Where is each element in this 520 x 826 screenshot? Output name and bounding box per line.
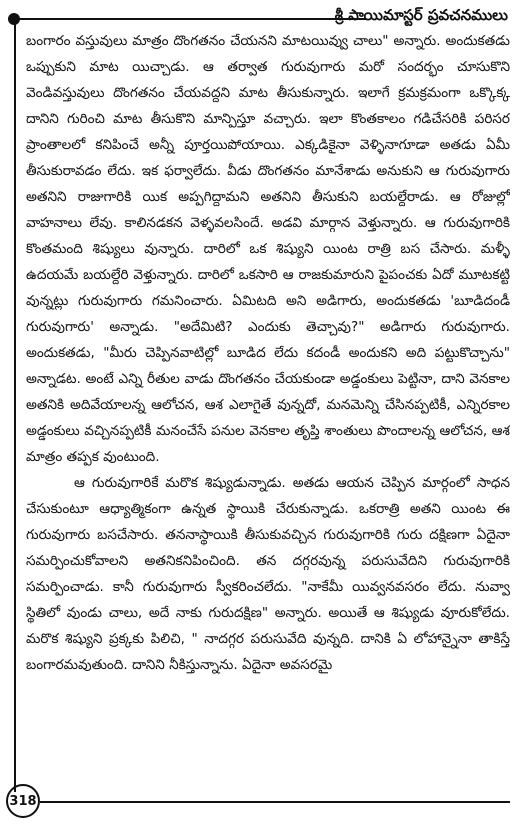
footer-rule [40, 801, 510, 803]
page-number: 318 [6, 784, 40, 818]
paragraph: ఆ గురువుగారికే మరొక శిష్యుడున్నాడు. అతడు ఆయన చెప్పిన మార్గంలో సాధన చేసుకుంటూ ఆధ్యాత్మికంగా ఉన్నత స్థాయికి చేరుకున్నాడు. ఒకరాత్రి అతని యింట ఈ గురువుగారు బసచేసారు. తననాస్థాయికి తీసుకువచ్చిన గురువుగారికి గురు దక్షిణగా ఏదైనా సమర్పించుకోవాలని అతనికనిపించింది. తన దగ్గరవున్న పరుసువేదిని గురువుగారికి సమర్పించాడు. కానీ గురువుగారు స్వీకరించలేదు. "నాకేమీ యివ్వనవసరం లేదు. నువ్వా స్థితిలో వుండు చాలు, అదే నాకు గురుదక్షిణ" అన్నారు. అయితే ఆ శిష్యుడు వూరుకోలేదు. మరొక శిష్యుని ప్రక్కకు పిలిచి, " నాదగ్గర పరుసువేది వున్నది. దానికి ఏ లోహాన్నైనా తాకిస్తే బంగారమవుతుంది. దానిని నీకిస్తున్నాను. ఏదైనా అవసరమై [26, 475, 510, 673]
header-rule [14, 18, 366, 20]
paragraph: బంగారం వస్తువులు మాత్రం దొంగతనం చేయనని మాటయివ్వు చాలు" అన్నారు. అందుకతడు ఒప్పుకుని మాట యిచ్చాడు. ఆ తర్వాత గురువుగారు మరో సందర్భం చూసుకొని వెండివస్తువులు దొంగతనం చేయవద్దని మాట తీసుకున్నారు. ఇలాగే క్రమక్రమంగా ఒక్కొక్క దానిని గురించి మాట తీసుకొని మాన్పిస్తూ వచ్చారు. ఇలా కొంతకాలం గడిచేసరికి పరిసర ప్రాంతాలలో కనిపించే అన్నీ పూర్తయిపోయాయి. ఎక్కడికైనా వెళ్ళినాగూడా అతడు ఏమీ తీసుకురావడం లేదు. ఇక ఫర్వాలేదు. వీడు దొంగతనం మానేశాడు అనుకుని ఆ గురువుగారు అతనిని రాజుగారికి యిక అప్పగిద్దామని అతనిని తీసుకుని బయల్దేరాడు. ఆ రోజుల్లో వాహనాలు లేవు. కాలినడకన వెళ్ళవలసిందే. అడవి మార్గాన వెళ్తున్నారు. ఆ గురువుగారికి కొంతమంది శిష్యులు వున్నారు. దారిలో ఒక శిష్యుని యింట రాత్రి బస చేసారు. మళ్ళీ ఉదయమే బయల్దేరి వెళ్తున్నారు. దారిలో ఒకసారి ఆ రాజకుమారుని పైపంచకు ఏదో మూటకట్టి వున్నట్లు గురువుగారు గమనించారు. ఏమిటది అని అడిగారు, అందుకతడు 'బూడిదండీ గురువుగారు' అన్నాడు. "అదేమిటి? ఎందుకు తెచ్చావు?" అడిగారు గురువుగారు. అందుకతడు, "మీరు చెప్పినవాటిల్లో బూడిద లేదు కదండీ అందుకని అది పట్టుకొచ్చాను" అన్నాడట. అంటే ఎన్ని రీతుల వాడు దొంగతనం చేయకుండా అడ్డంకులు పెట్టినా, దాని వెనకాల అతనికి అదివేయాలన్న ఆలోచన, ఆశ ఎలాగైతే వున్నదో, మనమెన్ని చేసినప్పటికీ, ఎన్నిరకాల అడ్డంకులు వచ్చినప్పటికీ మనంచేసే పనుల వెనకాల తృప్తి శాంతులు పొందాలన్న ఆలోచన, ఆశ మాత్రం తప్పక వుంటుంది. [26, 33, 510, 465]
page-footer [6, 782, 514, 822]
margin-rule [14, 22, 16, 792]
book-title: శ్రీ సాయిమాస్టర్ ప్రవచనములు [334, 6, 508, 24]
body-text [26, 28, 510, 678]
